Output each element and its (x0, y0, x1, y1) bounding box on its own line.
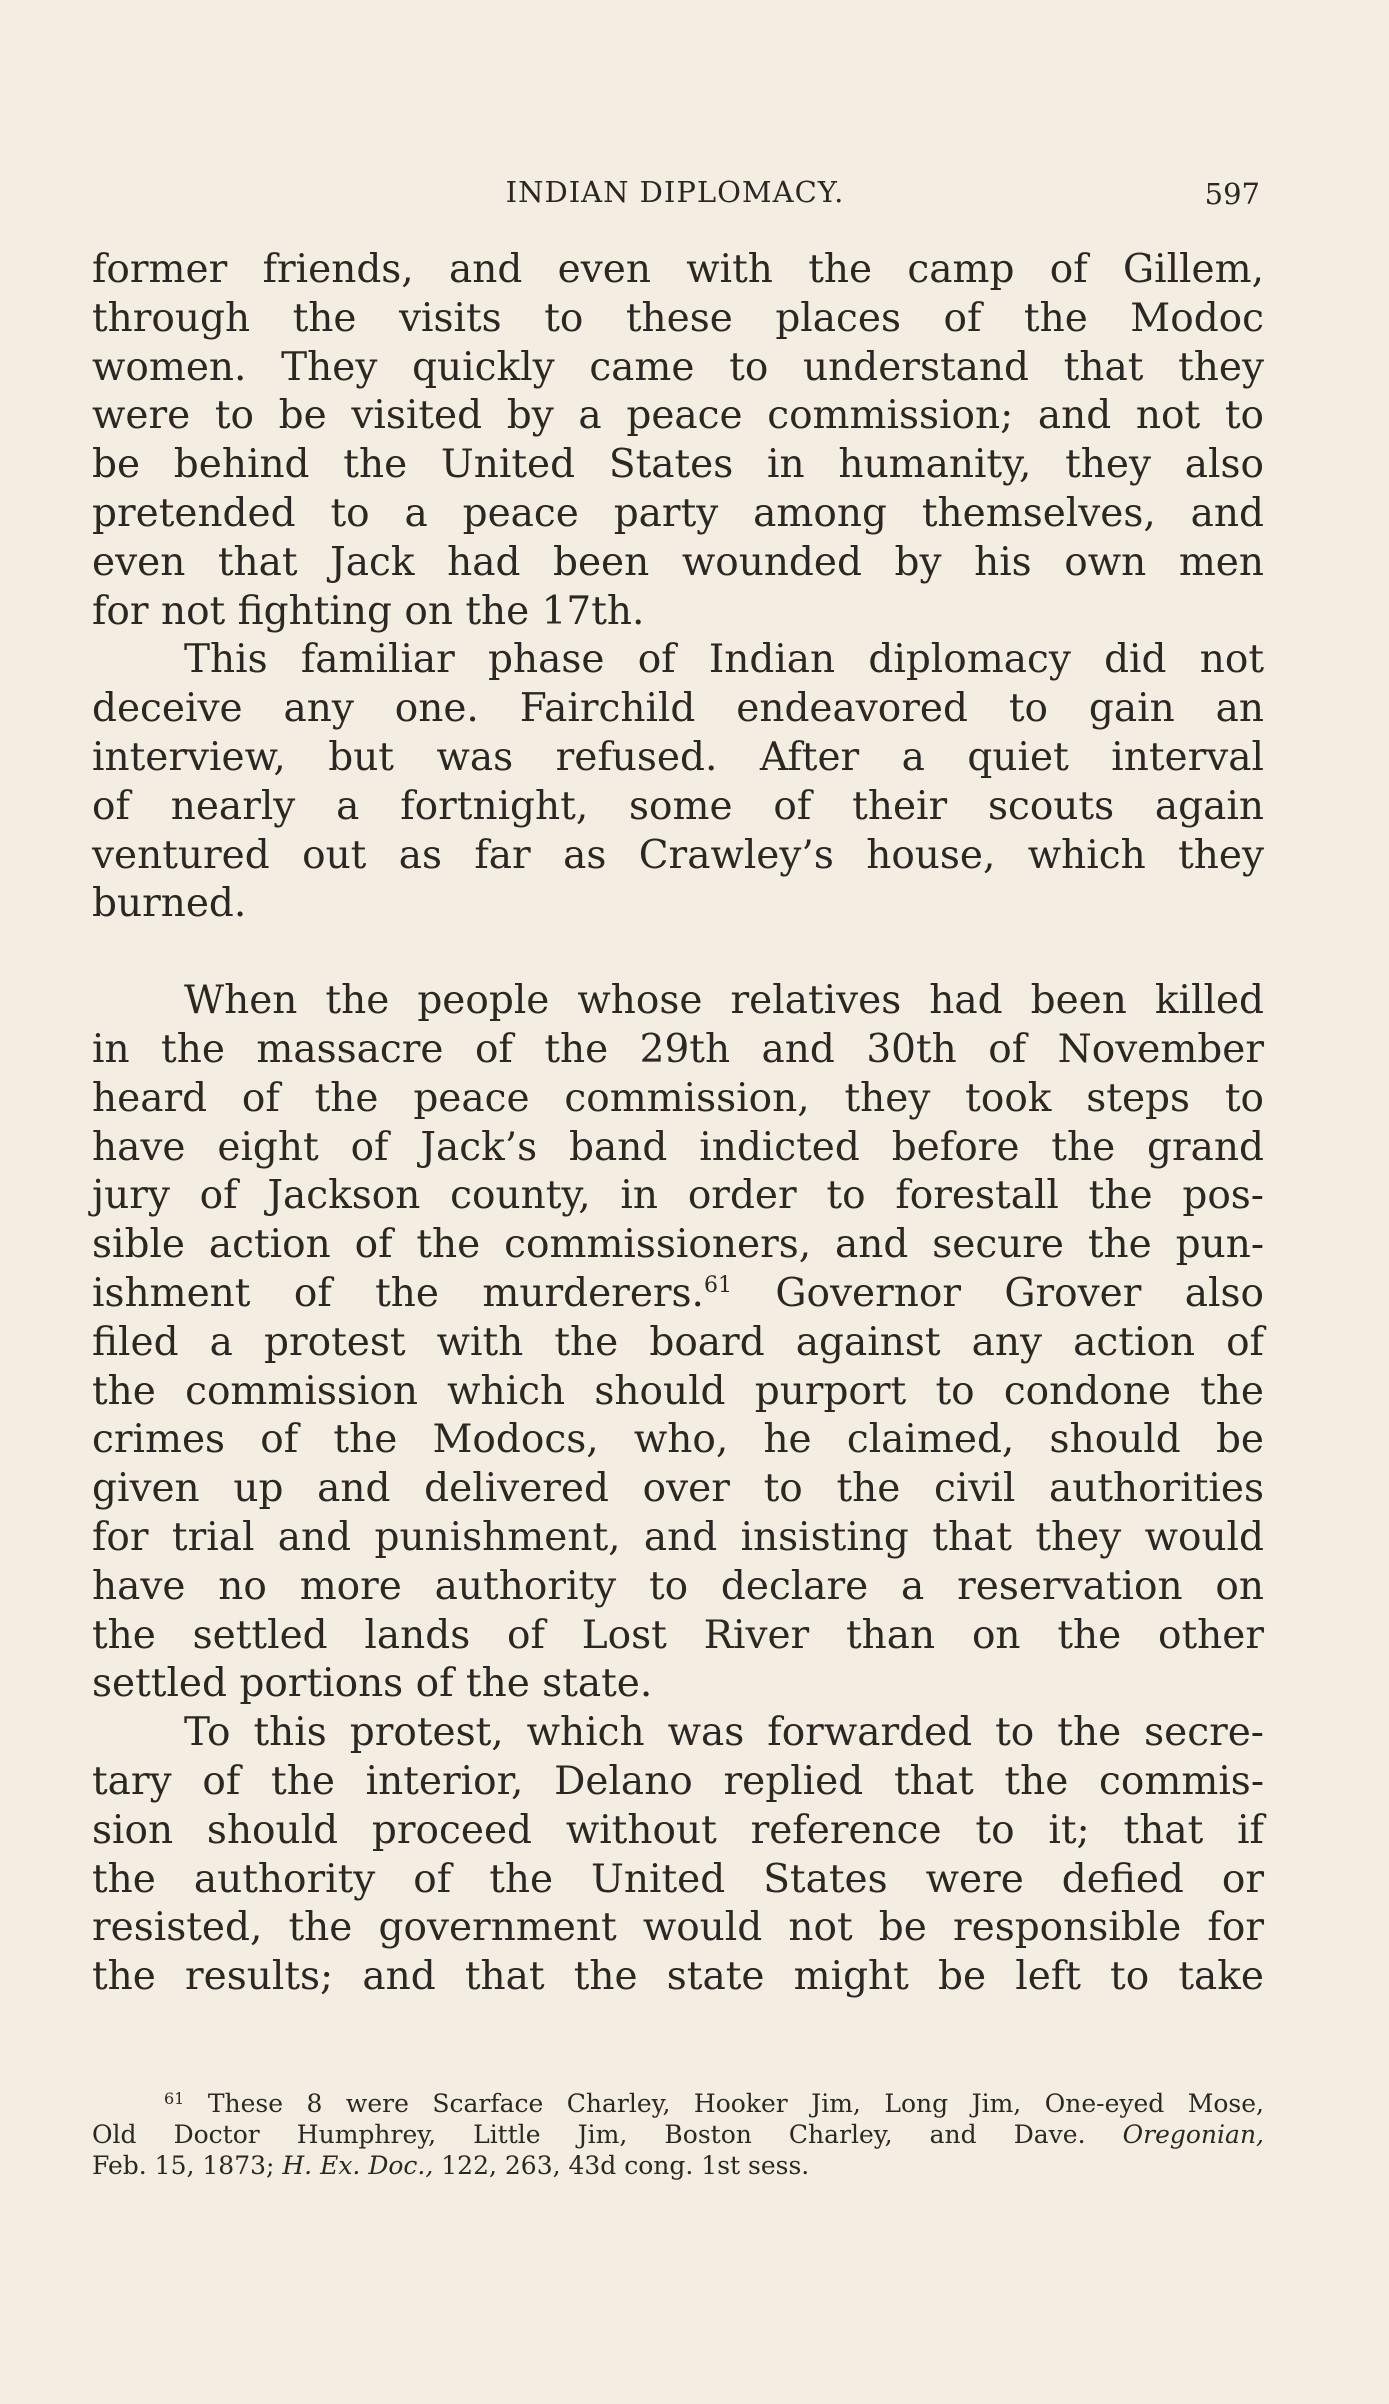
footnote-text: These 8 were Scarface Charley, Hooker Jim, Long Jim, One-eyed Mose, (207, 2089, 1265, 2118)
text-line: filed a protest with the board against any action of (92, 1319, 1264, 1365)
text-line: be behind the United States in humanity, they also (92, 442, 1264, 488)
text-segment: Governor Grover also (775, 1270, 1264, 1316)
text-line: given up and delivered over to the civil authorities (92, 1466, 1264, 1512)
text-line: sion should proceed without reference to it; that if (92, 1807, 1264, 1853)
footnote-text: Old Doctor Humphrey, Little Jim, Boston Charley, and Dave. (92, 2120, 1086, 2149)
footnote-source-title: Oregonian, (1122, 2120, 1264, 2149)
footnote-marker: 61 (164, 2089, 185, 2108)
footnote-text: Feb. 15, 1873; (92, 2151, 275, 2180)
text-line: for not fighting on the 17th. (92, 588, 645, 634)
text-line: crimes of the Modocs, who, he claimed, should be (92, 1417, 1264, 1463)
text-line: heard of the peace commission, they took steps to (92, 1075, 1264, 1121)
section-break (92, 929, 1264, 977)
text-segment: ishment of the murderers. (92, 1270, 704, 1316)
footnote-61 (92, 2088, 1264, 2181)
paragraph-2 (92, 636, 1264, 929)
text-line: have no more authority to declare a reservation on (92, 1563, 1264, 1609)
text-line: the results; and that the state might be left to take (92, 1954, 1264, 2000)
footnote-reference[interactable]: 61 (703, 1272, 732, 1298)
text-line: the authority of the United States were defied or (92, 1856, 1264, 1902)
body-text (92, 246, 1264, 2002)
paragraph-1 (92, 246, 1264, 636)
footnote-line (92, 2150, 1264, 2181)
running-head (90, 175, 1260, 225)
text-line: in the massacre of the 29th and 30th of November (92, 1026, 1264, 1072)
footnote-line (92, 2088, 1264, 2119)
paragraph-4 (92, 1709, 1264, 2002)
text-line: burned. (92, 881, 247, 927)
text-line: resisted, the government would not be responsible for (92, 1905, 1264, 1951)
text-line: When the people whose relatives had been killed (184, 978, 1264, 1024)
text-line: To this protest, which was forwarded to the secre- (184, 1710, 1264, 1756)
text-line: of nearly a fortnight, some of their scouts again (92, 783, 1264, 829)
paragraph-3 (92, 977, 1264, 1709)
text-line: for trial and punishment, and insisting that they would (92, 1514, 1264, 1560)
text-line (92, 1270, 1264, 1319)
text-line: have eight of Jack’s band indicted before the grand (92, 1124, 1264, 1170)
text-line: former friends, and even with the camp of Gillem, (92, 247, 1264, 292)
text-line: the commission which should purport to condone the (92, 1368, 1264, 1414)
text-line: This familiar phase of Indian diplomacy did not (184, 637, 1264, 683)
text-line: even that Jack had been wounded by his own men (92, 539, 1264, 585)
text-line: interview, but was refused. After a quiet interval (92, 734, 1264, 780)
text-line: ventured out as far as Crawley’s house, which they (92, 832, 1264, 878)
text-line: pretended to a peace party among themselves, and (92, 490, 1264, 536)
text-line: women. They quickly came to understand that they (92, 344, 1264, 390)
footnote-line (92, 2119, 1264, 2150)
running-title: INDIAN DIPLOMACY. (505, 175, 845, 209)
text-line: through the visits to these places of the Modoc (92, 295, 1264, 341)
text-line: were to be visited by a peace commission; and not to (92, 393, 1264, 439)
footnote-source-title: H. Ex. Doc., (282, 2151, 434, 2180)
text-line: deceive any one. Fairchild endeavored to gain an (92, 686, 1264, 732)
text-line: settled portions of the state. (92, 1661, 653, 1707)
page-number: 597 (1204, 177, 1260, 211)
text-line: tary of the interior, Delano replied that the commis- (92, 1758, 1264, 1804)
text-line: the settled lands of Lost River than on the other (92, 1612, 1264, 1658)
text-line: sible action of the commissioners, and secure the pun- (92, 1222, 1264, 1268)
text-line: jury of Jackson county, in order to forestall the pos- (92, 1173, 1264, 1219)
footnote-text: 122, 263, 43d cong. 1st sess. (441, 2151, 810, 2180)
